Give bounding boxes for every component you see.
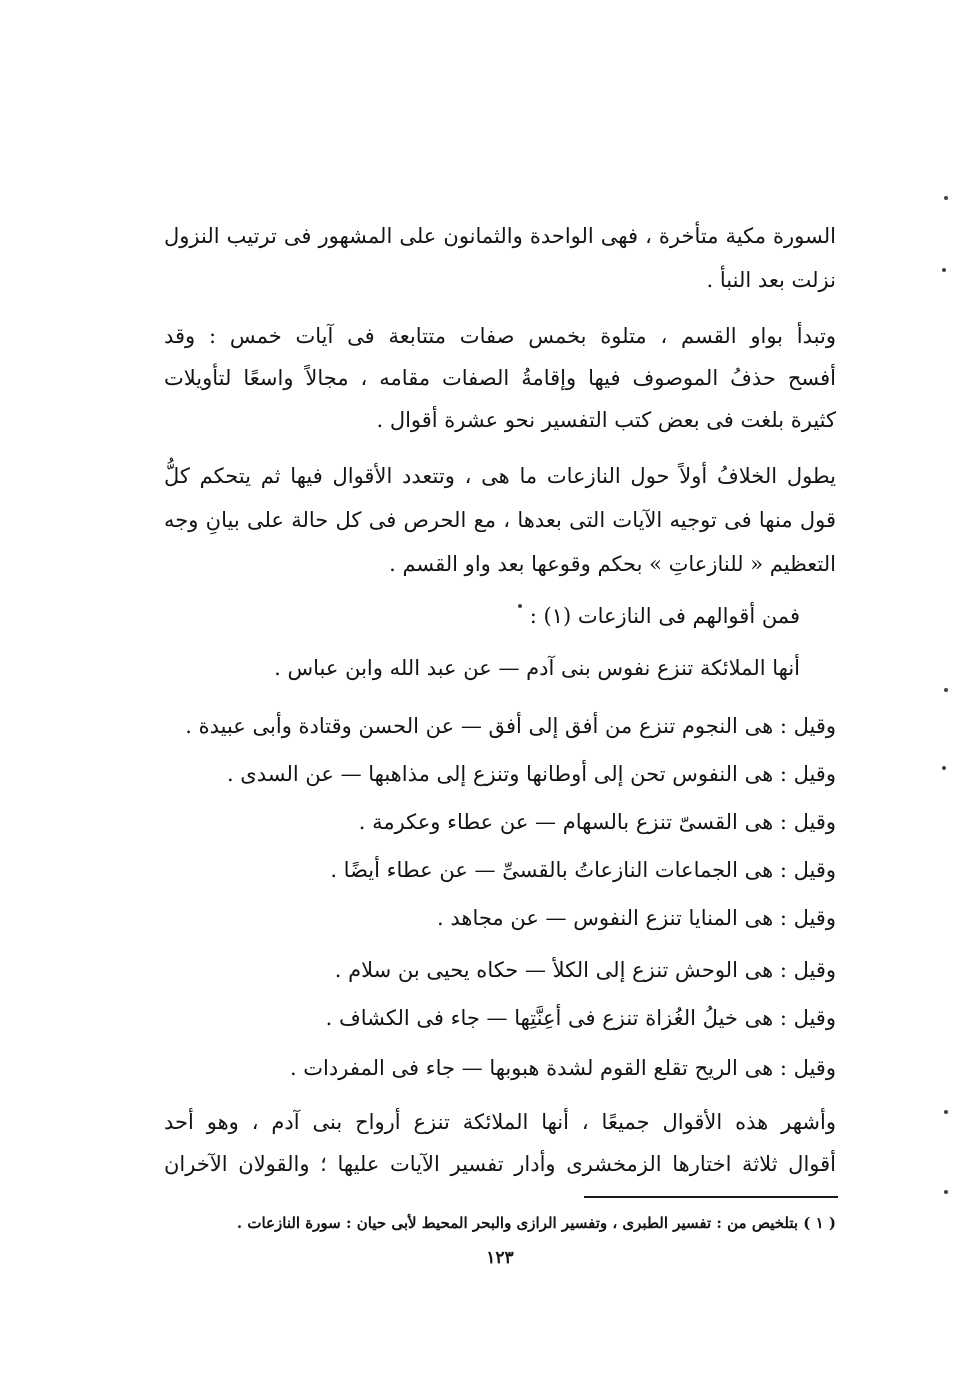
paragraph-1-line-2: نزلت بعد النبأ . [706,268,836,292]
saying-item: وقيل : هى خيلُ الغُزاة تنزع فى أعِنَّتِها — جاء فى الكشاف . [325,1006,836,1030]
saying-item: وقيل : هى الريح تقلع القوم لشدة هبوبها — جاء فى المفردات . [289,1056,836,1080]
saying-item: وقيل : هى الجماعات النازعاتُ بالقسىِّ — عن عطاء أيضًا . [330,858,836,882]
saying-item: وقيل : هى القسىّ تنزع بالسهام — عن عطاء وعكرمة . [358,810,836,834]
scan-speck [942,268,946,272]
paragraph-3-line-3: التعظيم « للنازعاتِ » بحكم وقوعها بعد واو القسم . [389,552,836,576]
paragraph-4-line-2: أقوال ثلاثة اختارها الزمخشرى وأدار تفسير الآيات عليها ؛ والقولان الآخران [164,1152,836,1176]
paragraph-2-line-1: وتبدأ بواو القسم ، متلوة بخمس صفات متتابعة فى آيات خمس : وقد [164,324,836,348]
saying-item: وقيل : هى النفوس تحن إلى أوطانها وتنزع إلى مذاهبها — عن السدى . [226,762,836,786]
footnote-divider [584,1196,838,1198]
paragraph-1-line-1: السورة مكية متأخرة ، فهى الواحدة والثمانون على المشهور فى ترتيب النزول [164,224,836,248]
saying-item: وقيل : هى الوحش تنزع إلى الكلأ — حكاه يحيى بن سلام . [334,958,836,982]
paragraph-4-line-1: وأشهر هذه الأقوال جميعًا ، أنها الملائكة تنزع أرواح بنى آدم ، وهو أحد [164,1110,836,1134]
scan-speck [944,1190,948,1194]
scan-speck [942,766,946,770]
scan-speck [944,1110,948,1114]
scan-speck [944,688,948,692]
scan-speck [518,604,522,608]
paragraph-2-line-2: أفسح حذفُ الموصوف فيها وإقامةُ الصفات مقامه ، مجالاً واسعًا لتأويلات [164,366,836,390]
paragraph-2-line-3: كثيرة بلغت فى بعض كتب التفسير نحو عشرة أقوال . [376,408,836,432]
paragraph-3-line-1: يطول الخلافُ أولاً حول النازعات ما هى ، وتتعدد الأقوال فيها ثم يتحكم كلُّ [164,464,836,488]
saying-item: وقيل : هى المنايا تنزع النفوس — عن مجاهد . [437,906,836,930]
paragraph-3-line-2: قول منها فى توجيه الآيات التى بعدها ، مع الحرص فى كل حالة على بيانِ وجه [164,508,836,532]
page-number: ١٢٣ [486,1248,514,1268]
scan-speck [944,196,948,200]
sayings-intro: فمن أقوالهم فى النازعات (١) : [529,604,800,628]
first-saying: أنها الملائكة تنزع نفوس بنى آدم — عن عبد الله وابن عباس . [274,656,800,680]
footnote: ( ١ ) بتلخيص من : تفسير الطبرى ، وتفسير الرازى والبحر المحيط لأبى حيان : سورة النازعات . [236,1214,836,1232]
saying-item: وقيل : هى النجوم تنزع من أفق إلى أفق — عن الحسن وقتادة وأبى عبيدة . [185,714,836,738]
